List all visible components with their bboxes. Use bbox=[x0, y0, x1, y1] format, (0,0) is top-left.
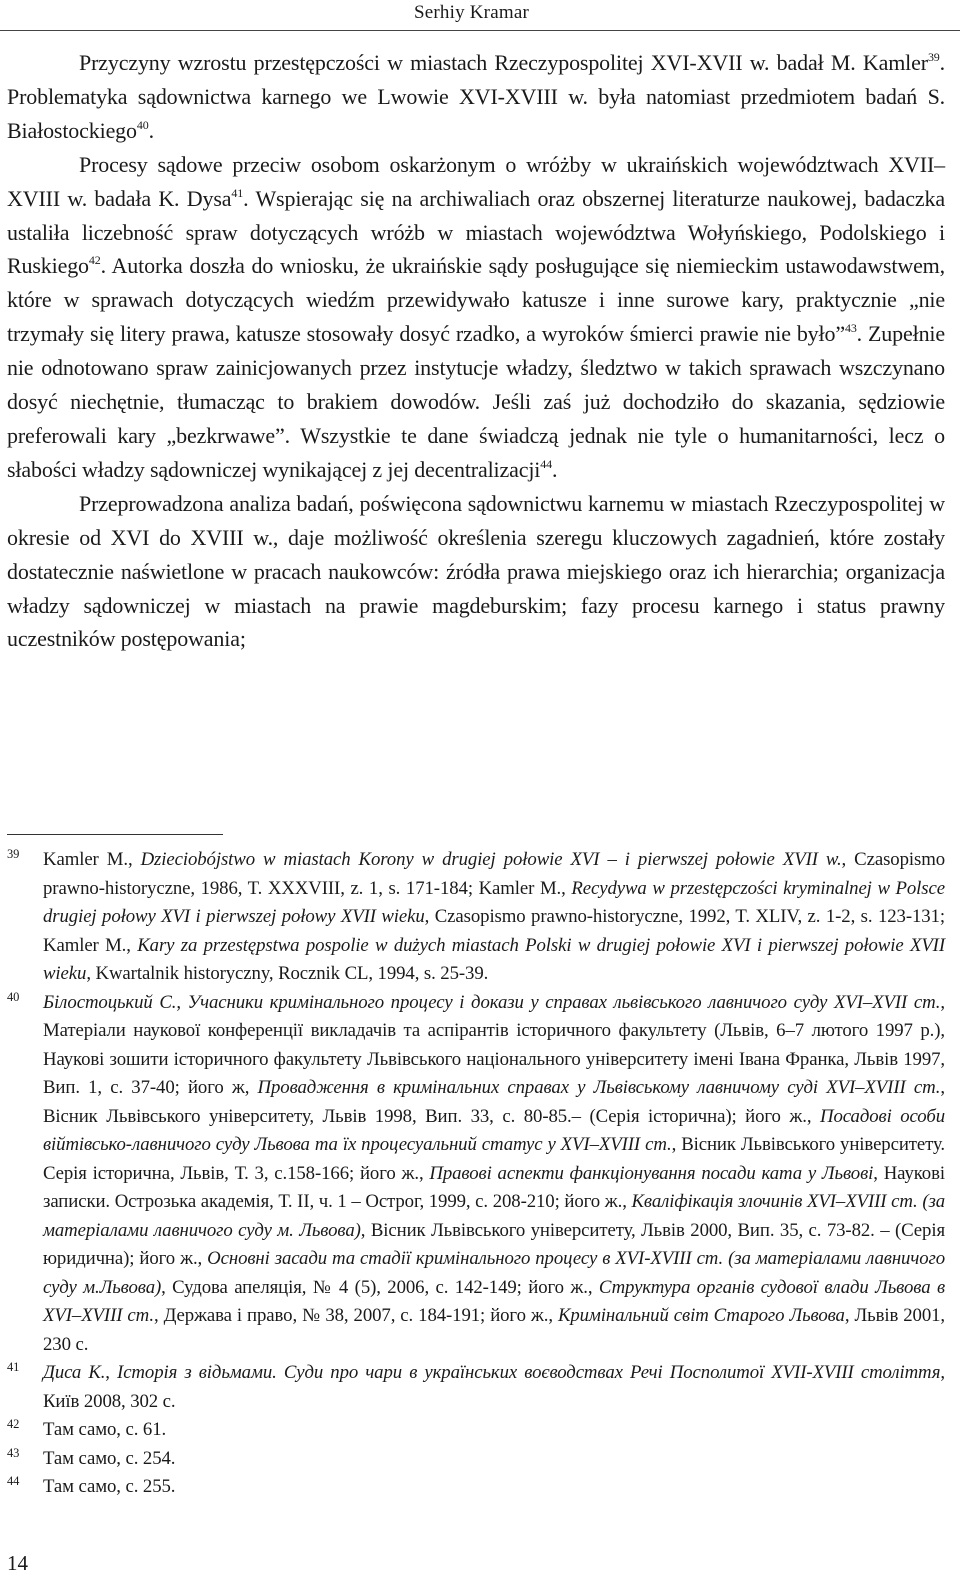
italic-text: Провадження в кримінальних справах у Львівському лавничому суді XVI–XVIII ст. bbox=[257, 1077, 941, 1098]
italic-text: Dzieciobójstwo w miastach Korony w drugiej połowie XVI – i pierwszej połowie XVII w. bbox=[140, 849, 842, 870]
text-run: Przyczyny wzrostu przestępczości w miastach Rzeczypospolitej XVI-XVII w. badał M. Kamler bbox=[79, 50, 928, 75]
text-run: . bbox=[551, 456, 558, 482]
text-run: Przeprowadzona analiza badań, poświęcona sądownictwu karnemu w miastach Rzeczypospolitej w okresie od XVI do XVIII w., daje możliwość określenia szeregu kluczowych zagadnień, które zostały dostatecznie naświetlone w pracach naukowców: źródła prawa miejskiego oraz ich hierarchia; organizacja władzy sądowniczej w miastach na prawie magdeburskim; fazy procesu karnego i status prawny uczestników postępowania; bbox=[7, 490, 945, 652]
footnote bbox=[7, 1445, 945, 1474]
footnote-number: 39 bbox=[7, 847, 20, 861]
italic-text: Структура органів судової влади Львова в XVI–XVIII ст. bbox=[43, 1276, 945, 1326]
footnote bbox=[7, 846, 945, 989]
text-run: , Наукові записки. Острозька академія, Т. ІІ, ч. 1 – Острог, 1999, с. 208-210; його ж., bbox=[43, 1162, 945, 1212]
text-run: . Autorka doszła do wniosku, że ukraińskie sądy posługujące się niemieckim ustawodawstwem, które w sprawach dotyczących wiedźm przewidywało katusze i inne surowe kary, praktycznie „nie trzymały się litery prawa, katusze stosowały dosyć rzadko, a wyroków śmierci prawie nie było” bbox=[7, 253, 945, 347]
footnote-ref: 39 bbox=[927, 50, 940, 64]
text-run: Там само, с. 255. bbox=[43, 1476, 176, 1497]
text-run: . bbox=[148, 117, 154, 143]
header-rule bbox=[0, 30, 960, 31]
italic-text: Посадові особи війтівсько-лавничого суду Львова та їх процесуальний статус у XVI–XVIII ст. bbox=[43, 1105, 945, 1155]
italic-text: Кваліфікація злочинів XVI–XVIII ст. (за матеріалами лавничого суду м. Львова) bbox=[43, 1191, 945, 1241]
footnote-ref: 44 bbox=[540, 456, 552, 471]
footnotes bbox=[7, 846, 945, 1502]
text-run: . Wspierając się na archiwaliach oraz obszernej literaturze naukowej, badaczka ustaliła liczebność spraw dotyczących wróżb w miastach województwa Wołyńskiego, Podolskiego i Ruskiego bbox=[7, 185, 945, 279]
text-run: , Kwartalnik historyczny, Rocznik CL, 1994, s. 25-39. bbox=[86, 963, 489, 984]
text-run: , Czasopismo prawno-historyczne, 1986, T. XXXVIII, z. 1, s. 171-184; Kamler M., bbox=[43, 849, 945, 899]
text-run: , Судова апеляція, № 4 (5), 2006, с. 142-149; його ж., bbox=[161, 1276, 599, 1298]
text-run: , Вісник Львівського університету. Серія історична, Львів, Т. 3, с.158-166; його ж., bbox=[43, 1134, 945, 1184]
footnote bbox=[7, 1359, 945, 1416]
text-run: , Czasopismo prawno-historyczne, 1992, T. XLIV, z. 1-2, s. 123-131; Kamler M., bbox=[43, 906, 945, 956]
text-run: , bbox=[176, 991, 188, 1013]
italic-text: Білостоцький С. bbox=[43, 991, 177, 1013]
text-run: Procesy sądowe przeciw osobom oskarżonym o wróżby w ukraińskich województwach XVII–XVIII w. badała K. Dysa bbox=[7, 151, 945, 211]
text-run: , bbox=[105, 1362, 118, 1383]
italic-text: Kary za przestępstwa pospolie w dużych miastach Polski w drugiej połowie XVI i pierwszej połowie XVII wieku bbox=[43, 934, 945, 984]
footnote-number: 40 bbox=[7, 989, 20, 1004]
paragraph bbox=[7, 148, 945, 487]
paragraph bbox=[7, 487, 945, 657]
italic-text: Основні засади та стадії кримінального процесу в XVI-XVIII ст. (за матеріалами лавничого суду м.Львова) bbox=[43, 1248, 946, 1298]
header-author: Serhiy Kramar bbox=[414, 2, 529, 23]
text-run: Kamler M., bbox=[43, 849, 141, 870]
italic-text: Учасники кримінального процесу і докази у справах львівського лавничого суду XVI–XVII ст. bbox=[187, 991, 941, 1013]
italic-text: Recydywa w przestępczości kryminalnej w Polsce drugiej połowy XVI i pierwszej połowy XVII wieku bbox=[43, 877, 945, 927]
italic-text: Правові аспекти фанкціонування посади ката у Львові bbox=[429, 1162, 874, 1184]
main-text bbox=[7, 46, 945, 656]
text-run: . Zupełnie nie odnotowano spraw zainicjowanych przez instytucje władzy, śledztwo w takich sprawach wszczynano dosyć niechętnie, tłumacząc to brakiem dowodów. Jeśli zaś już dochodziło do skazania, sędziowie preferowali kary „bezkrwawe”. Wszystkie te dane świadczą jednak nie tyle o humanitarności, lecz o słabości władzy sądowniczej wynikającej z jej decentralizacji bbox=[7, 321, 945, 482]
italic-text: Кримінальний світ Старого Львова bbox=[557, 1305, 845, 1326]
footnote-ref: 42 bbox=[88, 253, 101, 268]
text-run: , Держава і право, № 38, 2007, с. 184-191; його ж., bbox=[153, 1305, 558, 1326]
text-run: , Київ 2008, 302 с. bbox=[43, 1362, 945, 1412]
italic-text: Історія з відьмами. Суди про чари в українських воєводствах Речі Посполитої XVII-XVIII століття bbox=[117, 1362, 941, 1383]
footnote-number: 44 bbox=[7, 1474, 20, 1488]
text-run: , Львів 2001, 230 с. bbox=[43, 1305, 946, 1355]
footnote-ref: 40 bbox=[136, 117, 149, 132]
running-header bbox=[0, 0, 960, 34]
text-run: , Вісник Львівського університету, Львів 2000, Вип. 35, с. 73-82. – (Серія юридична); його ж., bbox=[43, 1219, 945, 1269]
footnote bbox=[7, 1473, 945, 1502]
paragraph bbox=[7, 46, 945, 148]
footnote-number: 41 bbox=[7, 1360, 20, 1374]
footnote-separator bbox=[7, 834, 223, 835]
text-run: , Матеріали наукової конференції викладачів та аспірантів історичного факультету (Львів, 6–7 лютого 1997 р.), Наукові зошити історичного факультету Львівського національного університету імені Івана Франка, Львів 1997, Вип. 1, с. 37-40; його ж, bbox=[43, 991, 945, 1098]
footnote-number: 42 bbox=[7, 1417, 20, 1431]
footnote bbox=[7, 1416, 945, 1445]
text-run: . Problematyka sądownictwa karnego we Lwowie XVI-XVIII w. była natomiast przedmiotem badań S. Białostockiego bbox=[7, 50, 945, 143]
footnote bbox=[7, 989, 945, 1360]
text-run: Там само, с. 61. bbox=[43, 1419, 167, 1440]
footnote-number: 43 bbox=[7, 1445, 20, 1460]
text-run: Там само, с. 254. bbox=[43, 1447, 176, 1469]
page-number: 14 bbox=[7, 1551, 28, 1575]
italic-text: Диса К. bbox=[43, 1362, 106, 1383]
footnote-ref: 41 bbox=[231, 185, 244, 200]
footnote-ref: 43 bbox=[844, 321, 857, 336]
text-run: , Вісник Львівського університету, Львів 1998, Вип. 33, с. 80-85.– (Серія історична); його ж., bbox=[43, 1077, 945, 1127]
